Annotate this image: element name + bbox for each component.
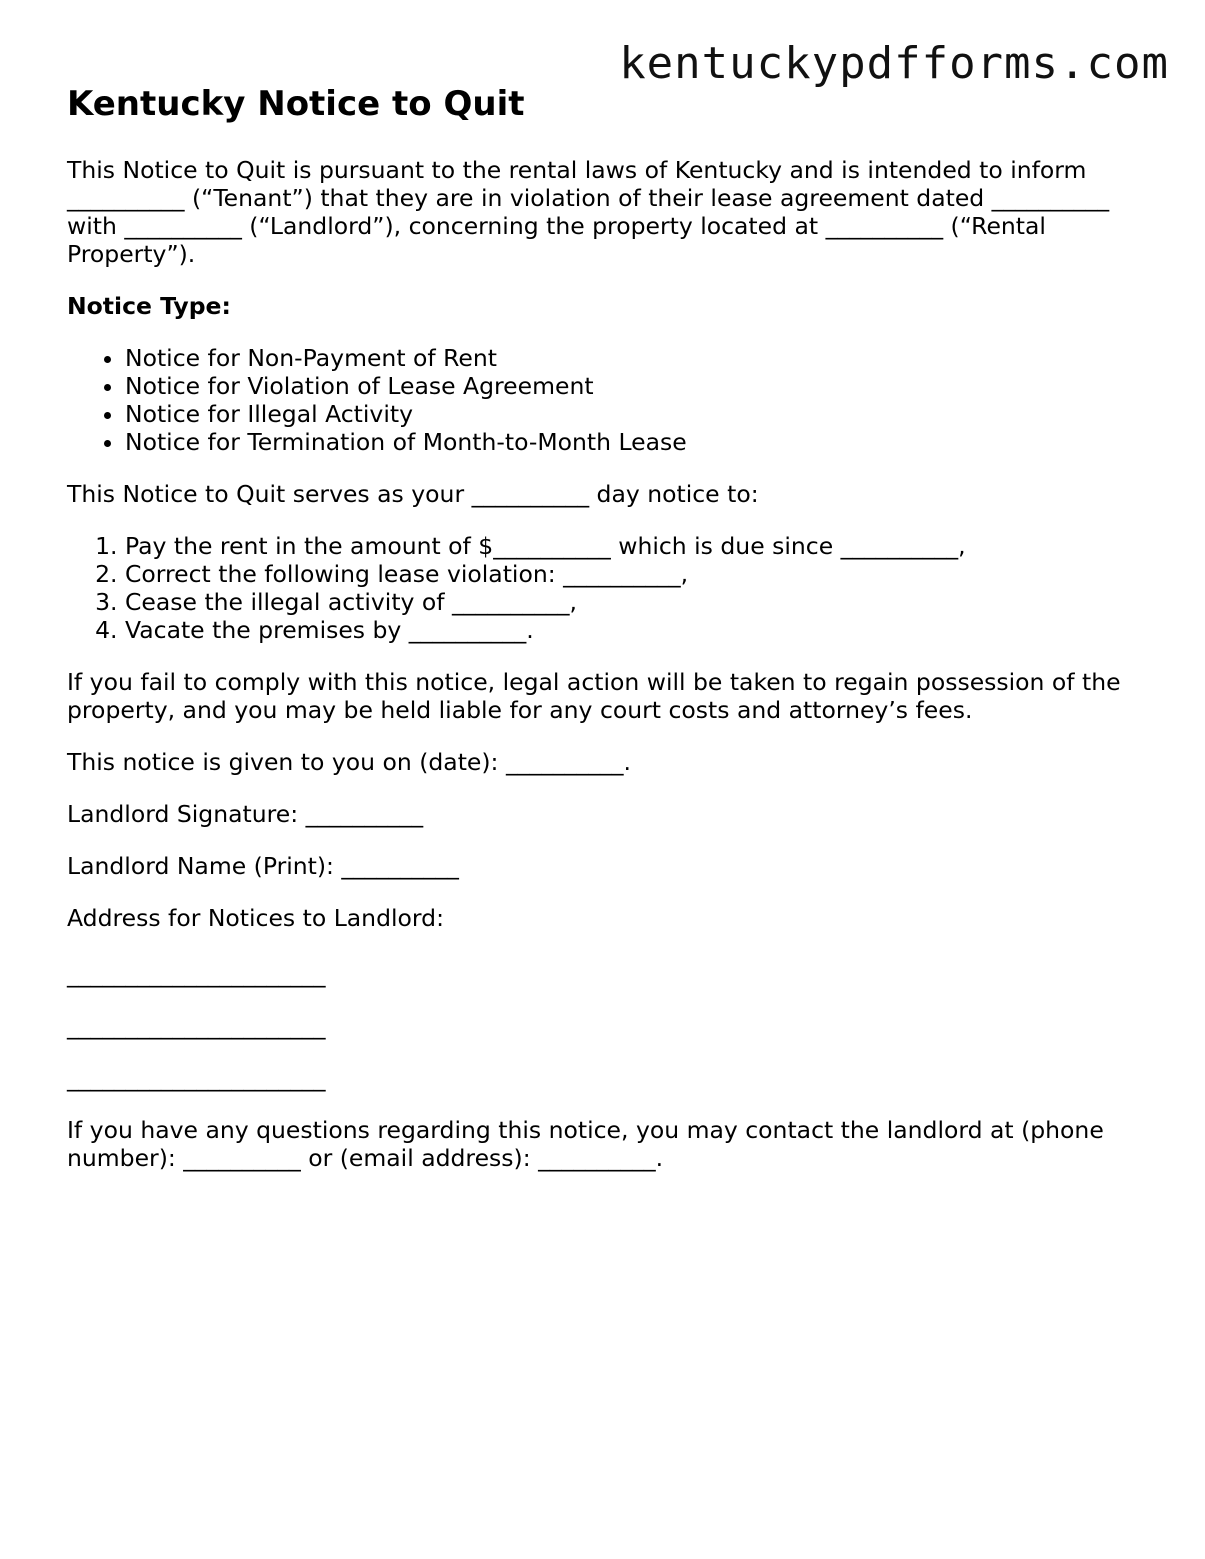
list-item: • Notice for Non-Payment of Rent [125, 344, 1137, 372]
page-title: Kentucky Notice to Quit [67, 84, 525, 124]
contact-paragraph: If you have any questions regarding this notice, you may contact the landlord at (phone number): __________ or (email address): __________. [67, 1116, 1104, 1172]
address-line-1: ______________________ [67, 960, 326, 988]
list-item: 1. Pay the rent in the amount of $__________ which is due since __________, [125, 532, 1137, 560]
landlord-name-line: Landlord Name (Print): __________ [67, 852, 459, 880]
list-item: 3. Cease the illegal activity of __________, [125, 588, 1137, 616]
landlord-signature-line: Landlord Signature: __________ [67, 800, 424, 828]
address-heading: Address for Notices to Landlord: [67, 904, 444, 932]
address-line-2: ______________________ [67, 1012, 326, 1040]
intro-paragraph: This Notice to Quit is pursuant to the rental laws of Kentucky and is intended to inform __________ (“Tenant”) that they are in violation of their lease agreement dated __________ with __________ (“Landlord”), concerning the property located at __________ (“Rental Property”). [67, 156, 1110, 268]
list-item: 2. Correct the following lease violation: __________, [125, 560, 1137, 588]
serves-as-paragraph: This Notice to Quit serves as your __________ day notice to: [67, 480, 759, 508]
consequence-paragraph: If you fail to comply with this notice, legal action will be taken to regain possession of the property, and you may be held liable for any court costs and attorney’s fees. [67, 668, 1121, 724]
given-on-date: This notice is given to you on (date): __________. [67, 748, 631, 776]
list-item: • Notice for Illegal Activity [125, 400, 1137, 428]
list-item: • Notice for Violation of Lease Agreement [125, 372, 1137, 400]
address-line-3: ______________________ [67, 1064, 326, 1092]
list-item: • Notice for Termination of Month-to-Month Lease [125, 428, 1137, 456]
required-actions-list [67, 532, 1137, 644]
site-watermark: kentuckypdfforms.com [619, 38, 1169, 89]
notice-document [67, 84, 1137, 1196]
list-item: 4. Vacate the premises by __________. [125, 616, 1137, 644]
notice-type-list [67, 344, 1137, 456]
notice-type-heading: Notice Type: [67, 292, 231, 320]
